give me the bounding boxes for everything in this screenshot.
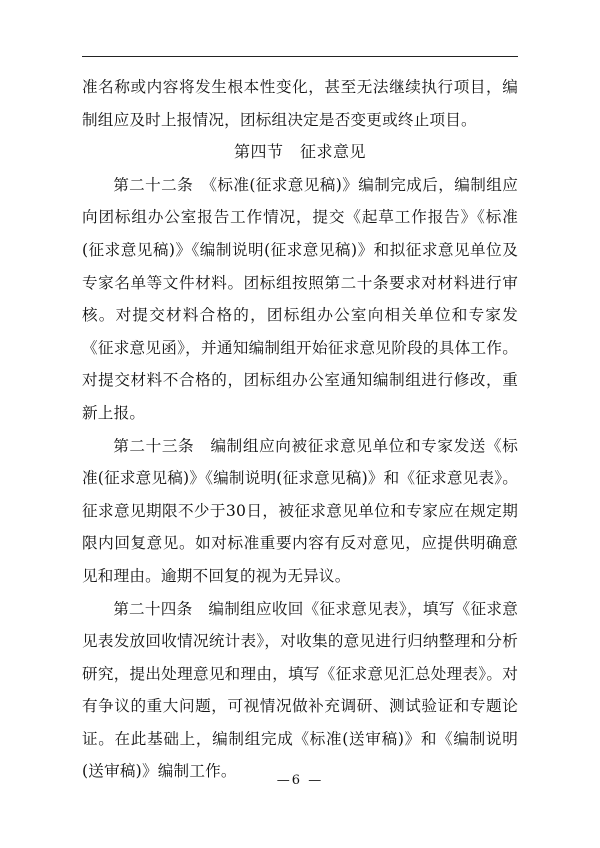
page-body [82,71,518,788]
header-rule [82,56,518,57]
continued-paragraph: 准名称或内容将发生根本性变化，甚至无法继续执行项目，编制组应及时上报情况，团标组决定是否变更或终止项目。 [82,78,518,129]
article-22-paragraph: 第二十二条 《标准(征求意见稿)》编制完成后，编制组应向团标组办公室报告工作情况，提交《起草工作报告》《标准(征求意见稿)》《编制说明(征求意见稿)》和拟征求意见单位及专家名单等文件材料。团标组按照第二十条要求对材料进行审核。对提交材料合格的，团标组办公室向相关单位和专家发《征求意见函》，并通知编制组开始征求意见阶段的具体工作。对提交材料不合格的，团标组办公室通知编制组进行修改，重新上报。 [82,175,518,422]
article-23-paragraph: 第二十三条 编制组应向被征求意见单位和专家发送《标准(征求意见稿)》《编制说明(征求意见稿)》和《征求意见表》。征求意见期限不少于30日，被征求意见单位和专家应在规定期限内回复意见。如对标准重要内容有反对意见，应提供明确意见和理由。逾期不回复的视为无异议。 [82,436,518,585]
article-24-paragraph: 第二十四条 编制组应收回《征求意见表》，填写《征求意见表发放回收情况统计表》，对收集的意见进行归纳整理和分析研究，提出处理意见和理由，填写《征求意见汇总处理表》。对有争议的重大问题，可视情况做补充调研、测试验证和专题论证。在此基础上，编制组完成《标准(送审稿)》和《编制说明(送审稿)》编制工作。 [82,599,518,781]
section-title: 第四节 征求意见 [233,142,366,162]
page-number: —6 — [276,773,324,788]
